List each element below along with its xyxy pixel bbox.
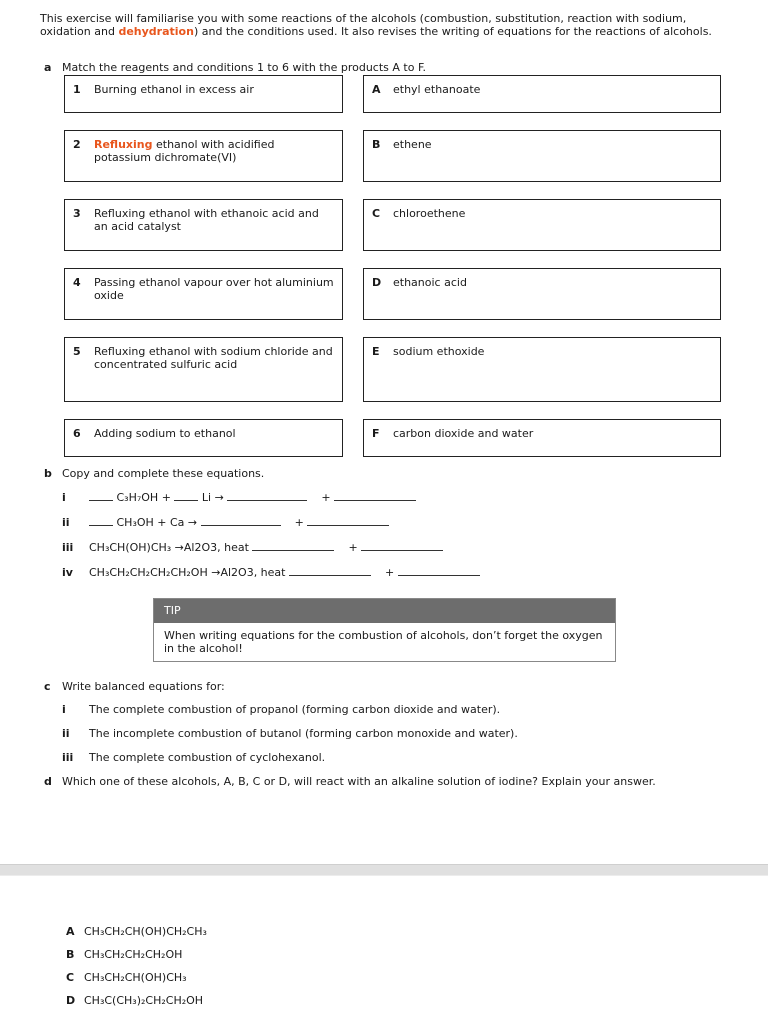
product-box-d <box>363 268 721 320</box>
question-d-label: d <box>44 775 52 788</box>
item-label: ii <box>62 727 70 740</box>
intro-part1: This exercise will familiarise you with some reactions of the alcohols (combustion, substitution, reaction with sodium, oxidation and <box>40 12 687 38</box>
question-b-text: Copy and complete these equations. <box>62 467 265 480</box>
product-letter: C <box>372 207 381 220</box>
reagent-text: Passing ethanol vapour over hot aluminium oxide <box>94 276 334 302</box>
item-label: iii <box>62 751 74 764</box>
reagent-num: 2 <box>73 138 81 151</box>
blank <box>289 566 371 576</box>
equation-iv <box>89 566 480 579</box>
blank <box>334 491 416 501</box>
tip-text: When writing equations for the combustion of alcohols, don’t forget the oxygen in the alcohol! <box>164 629 603 655</box>
reagent-box-6 <box>64 419 343 457</box>
reagent-text: Refluxing ethanol with sodium chloride and concentrated sulfuric acid <box>94 345 333 371</box>
page-divider <box>0 864 768 876</box>
product-letter: D <box>372 276 382 289</box>
equation-text: CH₃CH₂CH₂CH₂CH₂OH →Al2O3, heat <box>89 566 286 579</box>
reagent-box-2 <box>64 130 343 182</box>
option-formula: CH₃C(CH₃)₂CH₂CH₂OH <box>84 994 204 1007</box>
intro-text <box>40 12 730 38</box>
product-box-c <box>363 199 721 251</box>
reagent-box-5 <box>64 337 343 402</box>
tip-title: TIP <box>154 599 615 623</box>
equation-plus: + <box>294 516 304 529</box>
product-text: ethyl ethanoate <box>393 83 481 96</box>
reagent-text: Burning ethanol in excess air <box>94 83 254 96</box>
intro-highlight: dehydration <box>118 25 194 38</box>
item-text: The complete combustion of cyclohexanol. <box>89 751 326 764</box>
product-text: ethene <box>393 138 432 151</box>
product-box-f <box>363 419 721 457</box>
blank <box>307 516 389 526</box>
alcohol-option-d <box>66 994 203 1007</box>
option-letter: D <box>66 994 76 1007</box>
reagent-num: 1 <box>73 83 81 96</box>
equation-text: Li → <box>201 491 224 504</box>
reagent-num: 4 <box>73 276 81 289</box>
reagent-num: 5 <box>73 345 81 358</box>
question-c-label: c <box>44 680 51 693</box>
product-letter: A <box>372 83 381 96</box>
product-box-b <box>363 130 721 182</box>
blank <box>89 516 113 526</box>
reagent-box-3 <box>64 199 343 251</box>
product-letter: E <box>372 345 380 358</box>
product-text: chloroethene <box>393 207 466 220</box>
blank <box>201 516 281 526</box>
reagent-text-rest: ethanol with acidified potassium dichromate(VI) <box>94 138 275 164</box>
item-label: i <box>62 703 66 716</box>
product-text: ethanoic acid <box>393 276 467 289</box>
equation-label: i <box>62 491 66 504</box>
reagent-box-1 <box>64 75 343 113</box>
equation-i <box>89 491 416 504</box>
equation-ii <box>89 516 389 529</box>
reagent-highlight: Refluxing <box>94 138 153 151</box>
blank <box>89 491 113 501</box>
alcohol-option-b <box>66 948 182 961</box>
equation-text: CH₃CH(OH)CH₃ →Al2O3, heat <box>89 541 249 554</box>
blank <box>174 491 198 501</box>
question-a-label: a <box>44 61 52 74</box>
equation-plus: + <box>321 491 331 504</box>
equation-label: iv <box>62 566 73 579</box>
blank <box>398 566 480 576</box>
product-text: sodium ethoxide <box>393 345 485 358</box>
equation-plus: + <box>348 541 358 554</box>
equation-label: iii <box>62 541 74 554</box>
question-d-text: Which one of these alcohols, A, B, C or D, will react with an alkaline solution of iodine? Explain your answer. <box>62 775 656 788</box>
equation-label: ii <box>62 516 70 529</box>
item-text: The complete combustion of propanol (forming carbon dioxide and water). <box>89 703 501 716</box>
question-c-text: Write balanced equations for: <box>62 680 225 693</box>
equation-text: C₃H₇OH + <box>116 491 171 504</box>
reagent-text: Refluxing ethanol with ethanoic acid and an acid catalyst <box>94 207 319 233</box>
alcohol-option-c <box>66 971 187 984</box>
product-box-e <box>363 337 721 402</box>
reagent-text <box>94 138 334 164</box>
equation-iii <box>89 541 443 554</box>
option-letter: A <box>66 925 75 938</box>
blank <box>227 491 307 501</box>
product-text: carbon dioxide and water <box>393 427 534 440</box>
option-formula: CH₃CH₂CH(OH)CH₂CH₃ <box>84 925 207 938</box>
item-text: The incomplete combustion of butanol (forming carbon monoxide and water). <box>89 727 518 740</box>
reagent-num: 6 <box>73 427 81 440</box>
tip-box <box>153 598 616 662</box>
product-letter: F <box>372 427 380 440</box>
equation-text: CH₃OH + Ca → <box>116 516 198 529</box>
option-letter: C <box>66 971 75 984</box>
option-formula: CH₃CH₂CH₂CH₂OH <box>84 948 183 961</box>
reagent-num: 3 <box>73 207 81 220</box>
option-formula: CH₃CH₂CH(OH)CH₃ <box>84 971 187 984</box>
question-a-text: Match the reagents and conditions 1 to 6 with the products A to F. <box>62 61 427 74</box>
product-box-a <box>363 75 721 113</box>
equation-plus: + <box>384 566 395 579</box>
question-b-label: b <box>44 467 52 480</box>
blank <box>361 541 443 551</box>
blank <box>252 541 334 551</box>
alcohol-option-a <box>66 925 207 938</box>
option-letter: B <box>66 948 75 961</box>
product-letter: B <box>372 138 381 151</box>
reagent-box-4 <box>64 268 343 320</box>
reagent-text: Adding sodium to ethanol <box>94 427 236 440</box>
intro-part2: ) and the conditions used. It also revises the writing of equations for the reactions of alcohols. <box>193 25 712 38</box>
